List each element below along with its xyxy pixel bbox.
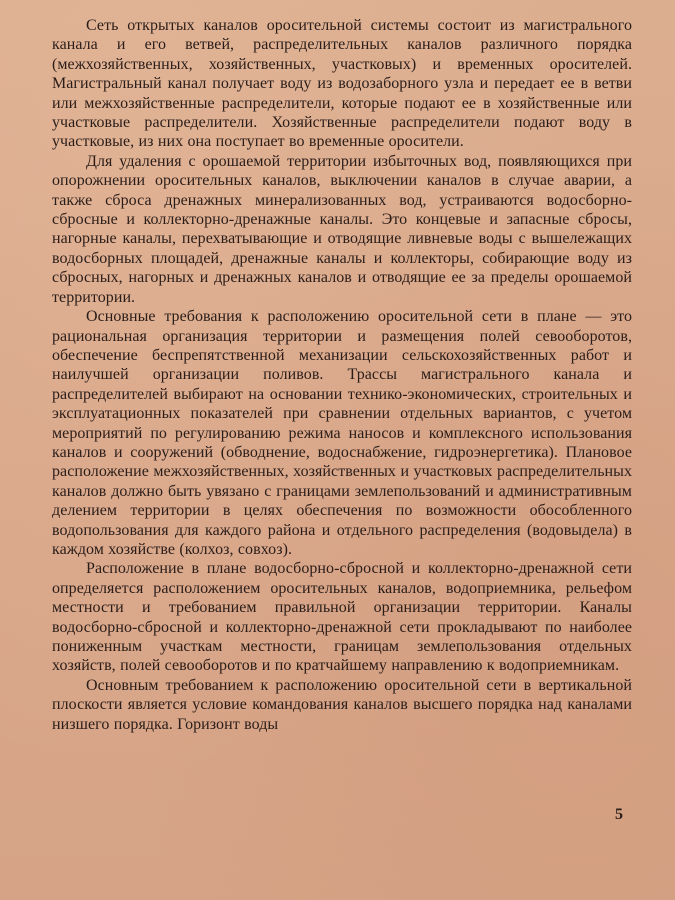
paragraph-vertical-requirements: Основным требованием к расположению оросительной сети в вертикальной плоскости является условие командования каналов высшего порядка над каналами низшего порядка. Горизонт воды	[52, 676, 632, 733]
paragraph-drainage-canals: Для удаления с орошаемой территории избыточных вод, появляющихся при опорожнении оросительных каналов, выключении каналов в случае аварии, а также сброса дренажных минерализованных вод, устраиваются водосборно-сбросные и коллекторно-дренажные каналы. Это концевые и запасные сбросы, нагорные каналы, перехватывающие и отводящие ливневые воды с вышележащих водосборных площадей, дренажные каналы и коллекторы, собирающие воду из сбросных, нагорных и дренажных каналов и отводящие ее за пределы орошаемой территории.	[52, 152, 632, 306]
main-text	[52, 16, 632, 734]
paragraph-plan-requirements: Основные требования к расположению оросительной сети в плане — это рациональная организация территории и размещения полей севооборотов, обеспечение беспрепятственной механизации сельскохозяйственных работ и наилучшей организации поливов. Трассы магистрального канала и распределителей выбирают на основании технико-экономических, строительных и эксплуатационных показателей при сравнении отдельных вариантов, с учетом мероприятий по регулированию режима наносов и комплексного использования каналов и сооружений (обводнение, водоснабжение, гидроэнергетика). Плановое расположение межхозяйственных, хозяйственных и участковых распределительных каналов должно быть увязано с границами землепользований и административным делением территории в целях обеспечения по возможности обособленного водопользования для каждого района и отдельного распределения (водовыдела) в каждом хозяйстве (колхоз, совхоз).	[52, 308, 632, 558]
page-number: 5	[615, 806, 623, 823]
paragraph-canal-network: Сеть открытых каналов оросительной системы состоит из магистрального канала и его ветвей, распределительных каналов различного порядка (межхозяйственных, хозяйственных, участковых) и временных оросителей. Магистральный канал получает воду из водозаборного узла и передает ее в ветви или межхозяйственные распределители, которые подают ее в хозяйственные или участковые распределители. Хозяйственные распределители подают воду в участковые, из них она поступает во временные оросители.	[52, 17, 632, 151]
paragraph-collector-placement: Расположение в плане водосборно-сбросной и коллекторно-дренажной сети определяется расположением оросительных каналов, водоприемника, рельефом местности и требованием правильной организации территории. Каналы водосборно-сбросной и коллекторно-дренажной сети прокладывают по наиболее пониженным участкам местности, границам землепользования отдельных хозяйств, полей севооборотов и по кратчайшему направлению к водоприемникам.	[52, 560, 632, 675]
